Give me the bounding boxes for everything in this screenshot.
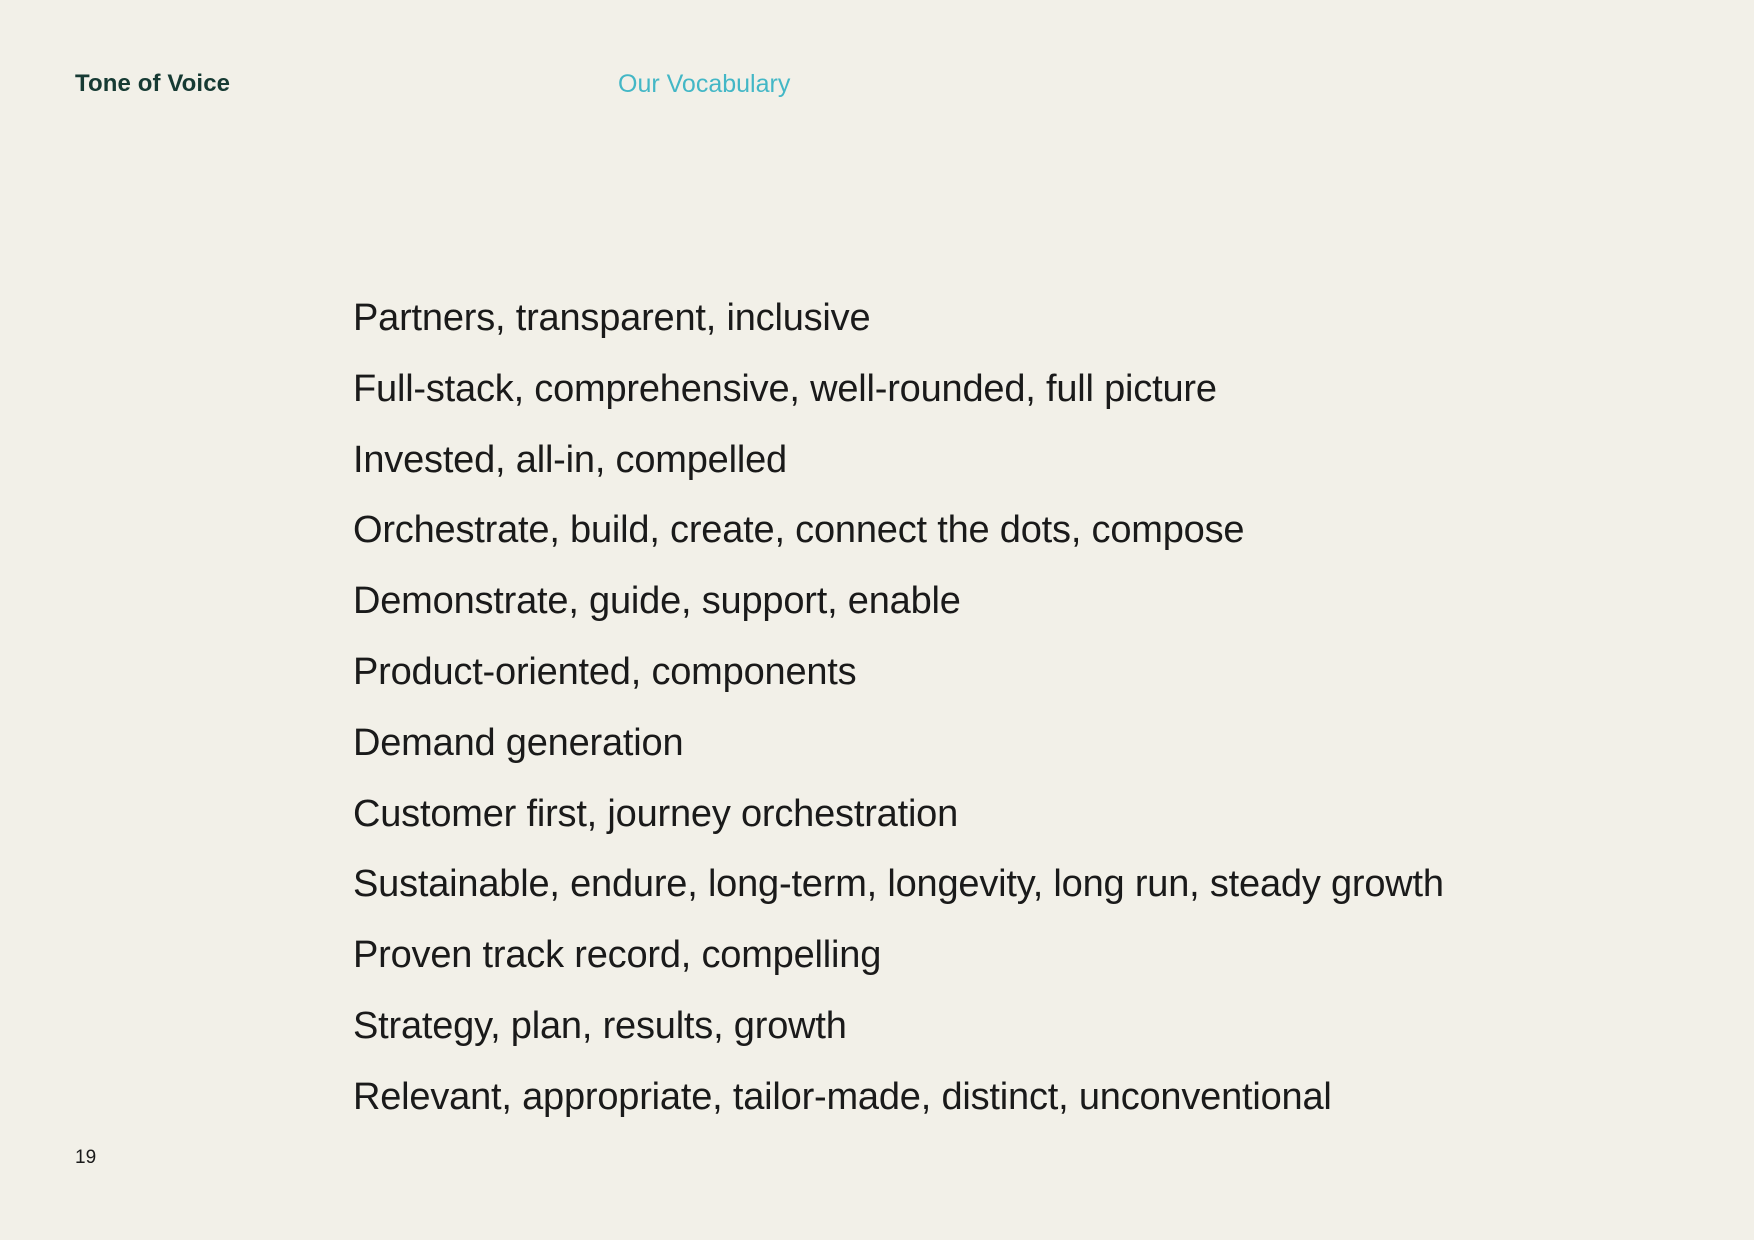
vocabulary-item: Partners, transparent, inclusive — [353, 297, 871, 339]
vocabulary-item: Demonstrate, guide, support, enable — [353, 580, 961, 623]
vocabulary-item: Customer first, journey orchestration — [353, 792, 959, 835]
vocabulary-item: Demand generation — [353, 721, 684, 764]
vocabulary-item: Sustainable, endure, long-term, longevity, long run, steady growth — [353, 863, 1444, 906]
vocabulary-item: Strategy, plan, results, growth — [353, 1004, 847, 1047]
vocabulary-item: Orchestrate, build, create, connect the dots, compose — [353, 509, 1245, 552]
vocabulary-item: Relevant, appropriate, tailor-made, distinct, unconventional — [353, 1075, 1332, 1118]
section-title: Our Vocabulary — [618, 70, 791, 98]
page-number: 19 — [75, 1147, 97, 1168]
vocabulary-item: Product-oriented, components — [353, 650, 857, 693]
vocabulary-item: Invested, all-in, compelled — [353, 438, 787, 481]
document-title: Tone of Voice — [75, 70, 231, 97]
vocabulary-item: Full-stack, comprehensive, well-rounded, full picture — [353, 367, 1217, 410]
vocabulary-list — [353, 283, 1444, 1133]
vocabulary-item: Proven track record, compelling — [353, 934, 882, 977]
